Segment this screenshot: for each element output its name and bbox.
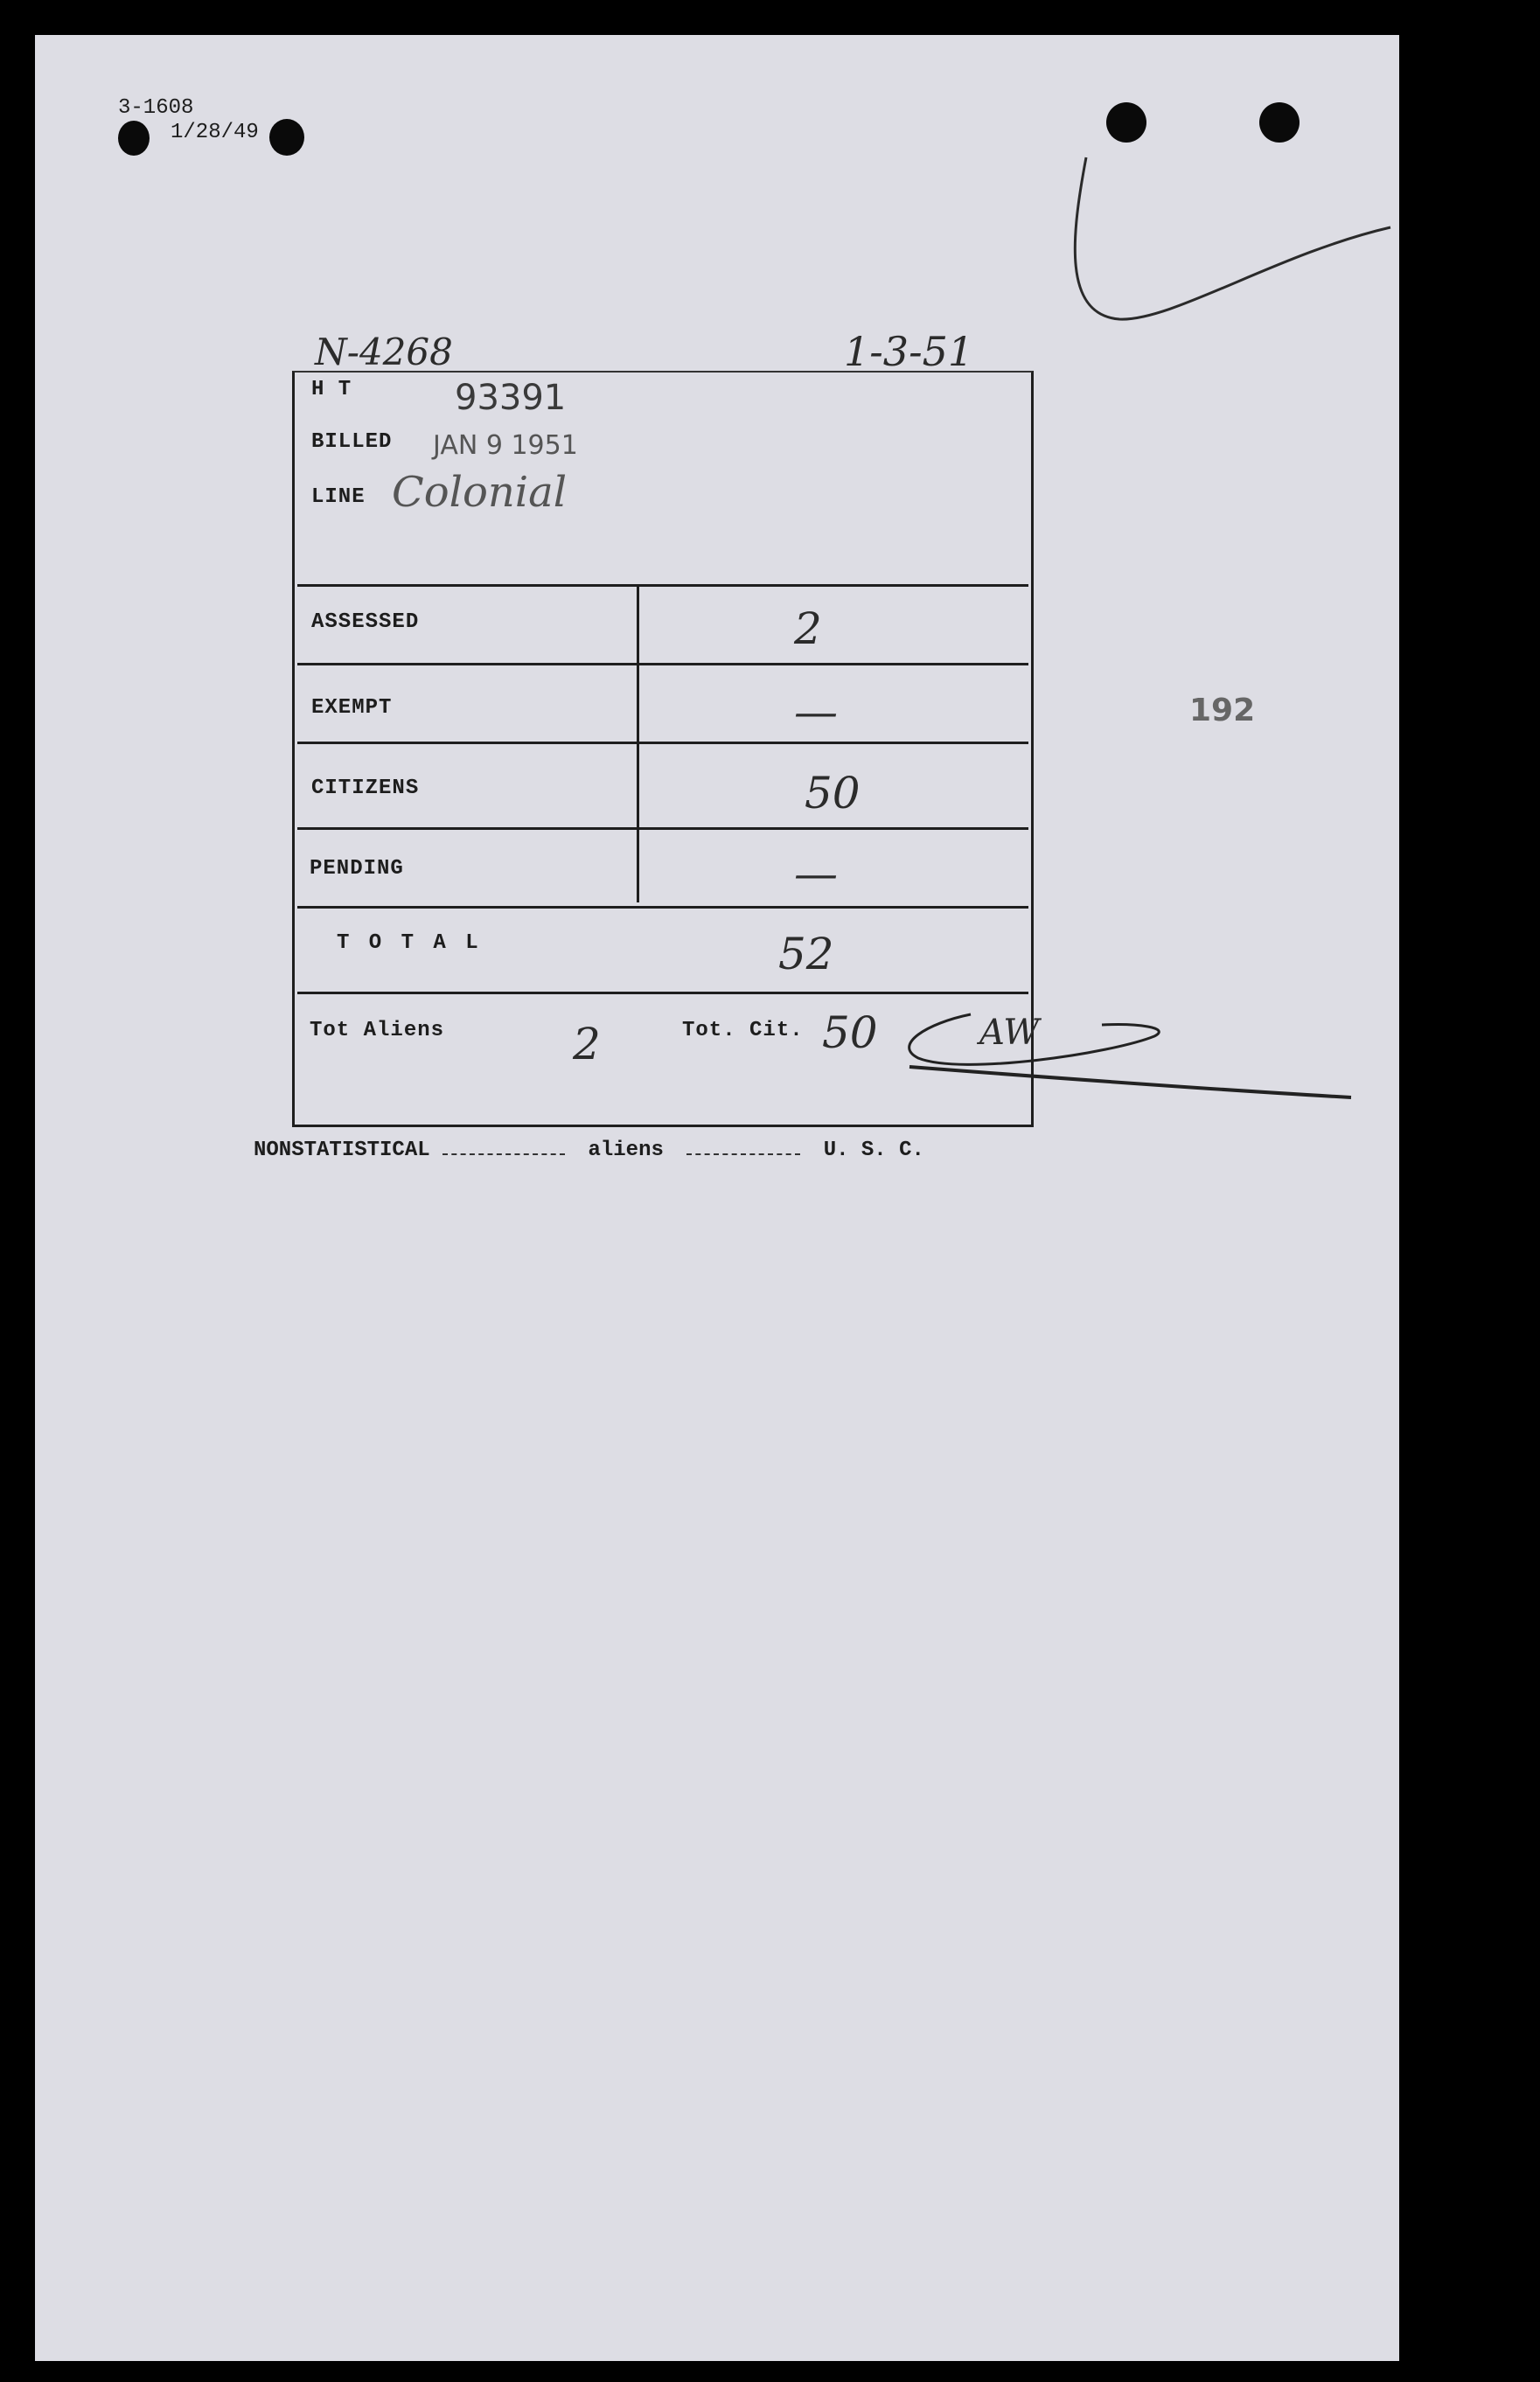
ht-number: 93391 bbox=[455, 378, 567, 418]
billed-label: BILLED bbox=[311, 430, 393, 454]
citizens-value: 50 bbox=[805, 768, 861, 818]
initials-text: AW bbox=[979, 1013, 1040, 1053]
nonstatistical-label: NONSTATISTICAL bbox=[254, 1139, 430, 1162]
assessed-label: ASSESSED bbox=[311, 610, 420, 634]
tot-cit-label: Tot. Cit. bbox=[682, 1019, 804, 1042]
margin-page-stamp: 192 bbox=[1189, 693, 1256, 728]
tot-aliens-value: 2 bbox=[573, 1019, 601, 1069]
exempt-label: EXEMPT bbox=[311, 696, 393, 720]
pending-value: — bbox=[794, 848, 838, 899]
line-value: Colonial bbox=[392, 468, 568, 517]
nonstatistical-blank bbox=[442, 1153, 565, 1155]
ht-label: H T bbox=[311, 378, 352, 401]
aliens-label: aliens bbox=[588, 1139, 664, 1162]
divider-pending bbox=[297, 906, 1028, 909]
assessed-value: 2 bbox=[794, 603, 822, 654]
pencil-curve-mark bbox=[1067, 114, 1399, 376]
pending-label: PENDING bbox=[310, 857, 404, 881]
tot-aliens-label: Tot Aliens bbox=[310, 1019, 445, 1042]
case-number: N-4268 bbox=[315, 331, 453, 373]
line-label: LINE bbox=[311, 485, 366, 509]
column-divider bbox=[637, 586, 639, 902]
form-date: 1/28/49 bbox=[171, 121, 259, 144]
divider-header bbox=[297, 584, 1028, 587]
total-value: 52 bbox=[778, 929, 834, 979]
billed-stamp: JAN 9 1951 bbox=[433, 430, 578, 461]
document-page bbox=[35, 35, 1399, 2361]
divider-assessed bbox=[297, 663, 1028, 665]
divider-total bbox=[297, 992, 1028, 994]
nonstatistical-line bbox=[254, 1139, 924, 1162]
total-label: T O T A L bbox=[337, 931, 482, 955]
initials-signature bbox=[892, 1006, 1364, 1111]
form-number: 3-1608 bbox=[118, 96, 194, 120]
usc-label: U. S. C. bbox=[823, 1139, 924, 1162]
punch-hole-left-2 bbox=[269, 119, 304, 156]
exempt-value: — bbox=[794, 686, 838, 737]
divider-exempt bbox=[297, 742, 1028, 744]
aliens-blank bbox=[686, 1153, 800, 1155]
tot-cit-value: 50 bbox=[822, 1007, 878, 1058]
divider-citizens bbox=[297, 827, 1028, 830]
punch-hole-left-1 bbox=[118, 121, 150, 156]
handwritten-date: 1-3-51 bbox=[844, 328, 974, 375]
citizens-label: CITIZENS bbox=[311, 777, 420, 800]
